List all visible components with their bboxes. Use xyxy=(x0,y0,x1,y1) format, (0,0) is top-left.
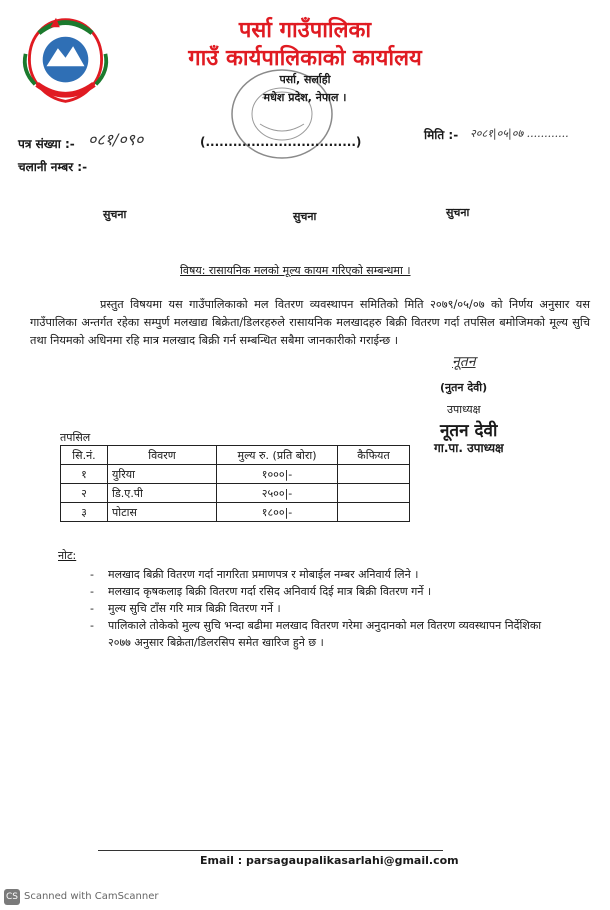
chalani-label: चलानी नम्बर :- xyxy=(18,160,88,174)
note-item: - पालिकाले तोकेको मुल्य सुचि भन्दा बढीमा मलखाद वितरण गरेमा अनुदानको मल वितरण व्यवस्थापन निर्देशिका २०७७ अनुसार बिक्रेता/डिलरसिप समेत खारिज हुने छ । xyxy=(88,617,558,651)
table-caption: तपसिल xyxy=(60,431,91,444)
camscanner-watermark: Scanned with CamScanner xyxy=(24,891,159,902)
cell-price: १०००|- xyxy=(217,465,338,484)
cell-description: पोटास xyxy=(108,503,217,522)
footer-divider xyxy=(98,850,443,851)
miti-label: मिति :- xyxy=(424,128,459,142)
notice-word-1: सुचना xyxy=(103,208,127,221)
table-row xyxy=(61,465,410,484)
office-title-line2: गाउँ कार्यपालिकाको कार्यालय xyxy=(188,46,422,71)
patra-sankhya-label: पत्र संख्या :- xyxy=(18,137,75,151)
patra-sankhya-value: ०८१/०९० xyxy=(88,130,144,149)
stamp-name: नूतन देवी xyxy=(440,421,498,441)
footer-email: Email : parsagaupalikasarlahi@gmail.com xyxy=(200,854,459,867)
col-header-remarks: कैफियत xyxy=(338,446,410,465)
miti-value: २०८१|०५|०७ ............ xyxy=(470,127,569,140)
cell-sn: ३ xyxy=(61,503,108,522)
notes-list xyxy=(88,566,558,651)
paren-blank: (.................................) xyxy=(200,135,362,149)
note-item: - मुल्य सुचि टाँस गरि मात्र बिक्री वितरण गर्ने । xyxy=(88,600,558,617)
note-item: - मलखाद बिक्री वितरण गर्दा नागरिता प्रमाणपत्र र मोबाईल नम्बर अनिवार्य लिने । xyxy=(88,566,558,583)
cell-price: २५००|- xyxy=(217,484,338,503)
subject-line: विषय: रासायनिक मलको मूल्य कायम गरिएको सम्बन्धमा । xyxy=(180,264,411,277)
cell-remarks xyxy=(338,503,410,522)
col-header-description: विवरण xyxy=(108,446,217,465)
cell-remarks xyxy=(338,465,410,484)
signatory-designation: उपाध्यक्ष xyxy=(447,403,481,416)
body-text: प्रस्तुत विषयमा यस गाउँपालिकाको मल वितरण व्यवस्थापन समितिको मिति २०७९/०५/०७ को निर्णय अनुसार यस गाउँपालिका अन्तर्गत रहेका सम्पुर्ण मलखाद्य बिक्रेता/डिलरहरुले रासायनिक मलखादहरु बिक्री वितरण गर्दा तपसिल बमोजिमको मूल्य सुचि तथा नियमको अधिनमा रहि मात्र मलखाद बिक्री गर्न सम्बन्धित सबैमा जानकारीको गराईन्छ । xyxy=(30,298,590,347)
notice-word-3: सुचना xyxy=(446,206,470,219)
col-header-sn: सि.नं. xyxy=(61,446,108,465)
notes-label: नोट: xyxy=(58,549,77,562)
body-paragraph xyxy=(30,296,590,350)
office-address-line2: मधेश प्रदेश, नेपाल । xyxy=(263,91,347,104)
office-address-line1: पर्सा, सर्लाही xyxy=(279,73,331,86)
cell-price: १८००|- xyxy=(217,503,338,522)
cell-description: डि.ए.पी xyxy=(108,484,217,503)
signature-scribble: नूतन xyxy=(452,354,476,370)
table-row xyxy=(61,503,410,522)
notice-word-2: सुचना xyxy=(293,210,317,223)
table-header-row xyxy=(61,446,410,465)
price-table xyxy=(60,445,410,522)
camscanner-icon: CS xyxy=(4,889,20,905)
table-row xyxy=(61,484,410,503)
signatory-name: (नुतन देवी) xyxy=(440,381,488,394)
cell-description: युरिया xyxy=(108,465,217,484)
cell-sn: २ xyxy=(61,484,108,503)
cell-remarks xyxy=(338,484,410,503)
note-item: - मलखाद कृषकलाइ बिक्री वितरण गर्दा रसिद अनिवार्य दिई मात्र बिक्री वितरण गर्ने । xyxy=(88,583,558,600)
office-title-line1: पर्सा गाउँपालिका xyxy=(238,18,372,43)
stamp-title: गा.पा. उपाध्यक्ष xyxy=(434,441,504,455)
col-header-price: मुल्य रु. (प्रति बोरा) xyxy=(217,446,338,465)
cell-sn: १ xyxy=(61,465,108,484)
